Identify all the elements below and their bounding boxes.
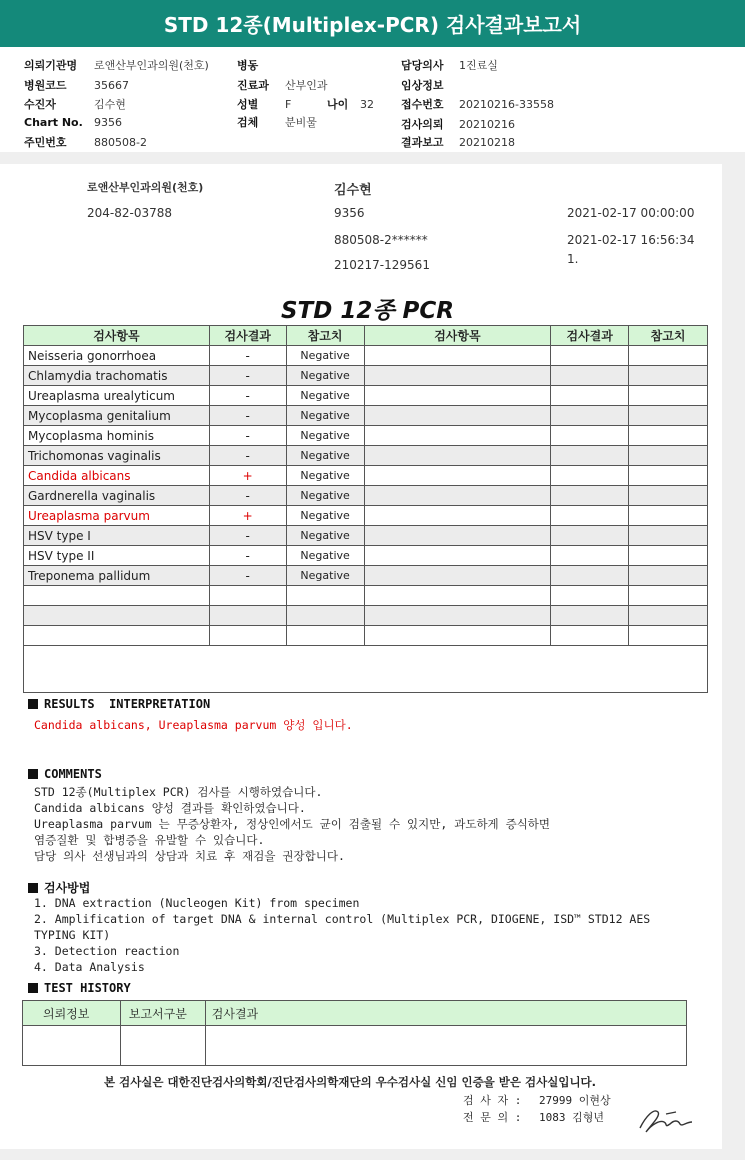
table-row bbox=[24, 586, 708, 606]
report-date-field: 결과보고 20210218 bbox=[401, 136, 515, 149]
comment-line: 담당 의사 선생님과의 상담과 치료 후 재검을 권장합니다. bbox=[34, 849, 345, 863]
empty-cell bbox=[629, 626, 708, 646]
empty-cell bbox=[364, 566, 551, 586]
tester-name: 27999 이현상 bbox=[539, 1094, 611, 1107]
empty-cell bbox=[364, 486, 551, 506]
reference-value: Negative bbox=[286, 346, 364, 366]
empty-cell bbox=[364, 526, 551, 546]
empty-cell bbox=[364, 606, 551, 626]
section-title: STD 12종 PCR bbox=[280, 298, 455, 324]
col-header: 검사항목 bbox=[24, 326, 210, 346]
empty-cell bbox=[364, 366, 551, 386]
reference-value: Negative bbox=[286, 386, 364, 406]
test-result: - bbox=[209, 446, 286, 466]
test-item-name: Candida albicans bbox=[24, 466, 210, 486]
test-item-name bbox=[24, 626, 210, 646]
chart-field: Chart No. 9356 bbox=[24, 116, 122, 129]
patient-ssn: 880508-2****** bbox=[334, 233, 428, 247]
empty-cell bbox=[551, 486, 629, 506]
table-row bbox=[24, 386, 708, 406]
table-row bbox=[24, 546, 708, 566]
empty-cell bbox=[629, 506, 708, 526]
method-line: TYPING KIT) bbox=[34, 928, 111, 942]
reference-value: Negative bbox=[286, 426, 364, 446]
test-result: - bbox=[209, 526, 286, 546]
age-field: 나이 32 bbox=[327, 98, 374, 111]
hospcode-field: 병원코드 35667 bbox=[24, 79, 129, 92]
empty-cell bbox=[629, 486, 708, 506]
empty-cell bbox=[551, 426, 629, 446]
empty-cell bbox=[629, 366, 708, 386]
comment-line: Candida albicans 양성 결과를 확인하였습니다. bbox=[34, 801, 306, 815]
method-line: 3. Detection reaction bbox=[34, 944, 180, 958]
empty-cell bbox=[364, 586, 551, 606]
empty-cell bbox=[629, 386, 708, 406]
empty-cell bbox=[629, 526, 708, 546]
col-header: 의뢰정보 bbox=[23, 1001, 121, 1026]
signature-icon bbox=[636, 1102, 696, 1136]
test-item-name: Gardnerella vaginalis bbox=[24, 486, 210, 506]
history-table bbox=[22, 1000, 687, 1066]
test-item-name: Mycoplasma hominis bbox=[24, 426, 210, 446]
empty-cell bbox=[629, 466, 708, 486]
test-item-name bbox=[24, 606, 210, 626]
bottom-margin bbox=[0, 1149, 745, 1160]
test-item-name: Ureaplasma urealyticum bbox=[24, 386, 210, 406]
comment-line: Ureaplasma parvum 는 무증상환자, 정상인에서도 균이 검출될 수 있지만, 과도하게 증식하면 bbox=[34, 817, 551, 831]
method-line: 1. DNA extraction (Nucleogen Kit) from specimen bbox=[34, 896, 360, 910]
square-bullet-icon bbox=[28, 699, 38, 709]
table-row bbox=[24, 426, 708, 446]
table-row bbox=[24, 346, 708, 366]
test-item-name: Neisseria gonorrhoea bbox=[24, 346, 210, 366]
square-bullet-icon bbox=[28, 983, 38, 993]
empty-cell bbox=[551, 506, 629, 526]
ward-field: 병동 bbox=[237, 59, 259, 72]
empty-cell bbox=[551, 566, 629, 586]
test-result bbox=[209, 606, 286, 626]
patient-name: 김수현 bbox=[334, 183, 372, 198]
table-row bbox=[24, 626, 708, 646]
col-header: 검사결과 bbox=[209, 326, 286, 346]
test-result: - bbox=[209, 486, 286, 506]
results-text: Candida albicans, Ureaplasma parvum 양성 입니다. bbox=[34, 718, 353, 732]
empty-cell bbox=[551, 386, 629, 406]
clinical-field: 임상정보 bbox=[401, 79, 444, 92]
table-row bbox=[24, 366, 708, 386]
empty-cell bbox=[629, 566, 708, 586]
test-item-name: Chlamydia trachomatis bbox=[24, 366, 210, 386]
test-result: - bbox=[209, 366, 286, 386]
col-header: 검사항목 bbox=[364, 326, 551, 346]
table-row bbox=[24, 466, 708, 486]
comment-line: STD 12종(Multiplex PCR) 검사를 시행하였습니다. bbox=[34, 785, 323, 799]
col-header: 참고치 bbox=[629, 326, 708, 346]
chart-number: 9356 bbox=[334, 206, 365, 220]
test-result: - bbox=[209, 386, 286, 406]
empty-cell bbox=[551, 406, 629, 426]
report-datetime: 2021-02-17 16:56:34 bbox=[567, 233, 695, 247]
table-row bbox=[24, 566, 708, 586]
patient-info bbox=[0, 50, 745, 167]
test-result bbox=[209, 626, 286, 646]
receipt-datetime: 2021-02-17 00:00:00 bbox=[567, 206, 695, 220]
empty-cell bbox=[551, 586, 629, 606]
test-result: + bbox=[209, 466, 286, 486]
test-item-name: HSV type II bbox=[24, 546, 210, 566]
empty-cell bbox=[364, 446, 551, 466]
table-row bbox=[24, 506, 708, 526]
empty-cell bbox=[364, 426, 551, 446]
table-footer-space bbox=[23, 645, 708, 693]
col-header: 보고서구분 bbox=[120, 1001, 205, 1026]
test-item-name bbox=[24, 586, 210, 606]
specialist-label: 전 문 의 : bbox=[463, 1111, 522, 1124]
reference-value: Negative bbox=[286, 466, 364, 486]
col-header: 검사결과 bbox=[551, 326, 629, 346]
empty-cell bbox=[629, 606, 708, 626]
table-row bbox=[24, 606, 708, 626]
test-item-name: Ureaplasma parvum bbox=[24, 506, 210, 526]
sample-id: 210217-129561 bbox=[334, 258, 430, 272]
table-row bbox=[24, 526, 708, 546]
square-bullet-icon bbox=[28, 769, 38, 779]
ssn-field: 주민번호 880508-2 bbox=[24, 136, 147, 149]
empty-cell bbox=[629, 406, 708, 426]
dept-field: 진료과 산부인과 bbox=[237, 79, 328, 92]
empty-cell bbox=[551, 466, 629, 486]
hospital-field: 의뢰기관명 로앤산부인과의원(천호) bbox=[24, 59, 209, 72]
reference-value: Negative bbox=[286, 446, 364, 466]
empty-cell bbox=[629, 446, 708, 466]
test-result: + bbox=[209, 506, 286, 526]
empty-cell bbox=[364, 506, 551, 526]
empty-cell bbox=[551, 346, 629, 366]
empty-cell bbox=[364, 466, 551, 486]
reference-value: Negative bbox=[286, 506, 364, 526]
table-header-row bbox=[24, 326, 708, 346]
col-header: 검사결과 bbox=[205, 1001, 686, 1026]
empty-cell bbox=[551, 526, 629, 546]
empty-cell bbox=[551, 626, 629, 646]
reference-value bbox=[286, 586, 364, 606]
test-item-name: Treponema pallidum bbox=[24, 566, 210, 586]
divider-strip bbox=[0, 152, 745, 164]
method-line: 2. Amplification of target DNA & internal control (Multiplex PCR, DIOGENE, ISD™ STD12 AES bbox=[34, 912, 651, 926]
test-item-name: HSV type I bbox=[24, 526, 210, 546]
reference-value: Negative bbox=[286, 546, 364, 566]
empty-cell bbox=[629, 346, 708, 366]
history-header-row bbox=[23, 1001, 687, 1026]
test-result: - bbox=[209, 546, 286, 566]
comments-heading: COMMENTS bbox=[28, 767, 102, 781]
empty-cell bbox=[364, 546, 551, 566]
report-title: STD 12종(Multiplex-PCR) 검사결과보고서 bbox=[0, 0, 745, 47]
method-line: 4. Data Analysis bbox=[34, 960, 145, 974]
test-item-name: Mycoplasma genitalium bbox=[24, 406, 210, 426]
empty-cell bbox=[629, 426, 708, 446]
name-field: 수진자 김수현 bbox=[24, 98, 126, 111]
comment-line: 염증질환 및 합병증을 유발할 수 있습니다. bbox=[34, 833, 265, 847]
method-heading: 검사방법 bbox=[28, 879, 90, 896]
doctor-field: 담당의사 1진료실 bbox=[401, 59, 498, 72]
tester-label: 검 사 자 : bbox=[463, 1094, 522, 1107]
empty-cell bbox=[551, 366, 629, 386]
history-heading: TEST HISTORY bbox=[28, 981, 131, 995]
test-result: - bbox=[209, 426, 286, 446]
reference-value: Negative bbox=[286, 526, 364, 546]
test-result: - bbox=[209, 566, 286, 586]
test-result: - bbox=[209, 346, 286, 366]
empty-cell bbox=[364, 346, 551, 366]
empty-cell bbox=[551, 446, 629, 466]
reference-value: Negative bbox=[286, 406, 364, 426]
reference-value: Negative bbox=[286, 486, 364, 506]
hospital-name: 로앤산부인과의원(천호) bbox=[87, 181, 204, 194]
table-row bbox=[24, 406, 708, 426]
reference-value bbox=[286, 606, 364, 626]
empty-cell bbox=[629, 546, 708, 566]
results-heading: RESULTS INTERPRETATION bbox=[28, 697, 210, 711]
empty-cell bbox=[364, 406, 551, 426]
certification-notice: 본 검사실은 대한진단검사의학회/진단검사의학재단의 우수검사실 신임 인증을 받은 검사실입니다. bbox=[103, 1075, 597, 1089]
table-row bbox=[24, 446, 708, 466]
test-result bbox=[209, 586, 286, 606]
test-result: - bbox=[209, 406, 286, 426]
empty-cell bbox=[364, 626, 551, 646]
results-table bbox=[23, 325, 708, 646]
request-field: 검사의뢰 20210216 bbox=[401, 118, 515, 131]
page-number: 1. bbox=[567, 252, 579, 266]
empty-cell bbox=[551, 546, 629, 566]
sex-field: 성별 F bbox=[237, 98, 292, 111]
specialist-name: 1083 김형년 bbox=[539, 1111, 604, 1124]
reference-value bbox=[286, 626, 364, 646]
reference-value: Negative bbox=[286, 566, 364, 586]
empty-cell bbox=[629, 586, 708, 606]
specimen-field: 검체 분비물 bbox=[237, 116, 317, 129]
table-row bbox=[24, 486, 708, 506]
empty-cell bbox=[364, 386, 551, 406]
reference-value: Negative bbox=[286, 366, 364, 386]
square-bullet-icon bbox=[28, 883, 38, 893]
receipt-field: 접수번호 20210216-33558 bbox=[401, 98, 554, 111]
history-row bbox=[23, 1026, 687, 1066]
business-number: 204-82-03788 bbox=[87, 206, 173, 220]
test-item-name: Trichomonas vaginalis bbox=[24, 446, 210, 466]
col-header: 참고치 bbox=[286, 326, 364, 346]
empty-cell bbox=[551, 606, 629, 626]
